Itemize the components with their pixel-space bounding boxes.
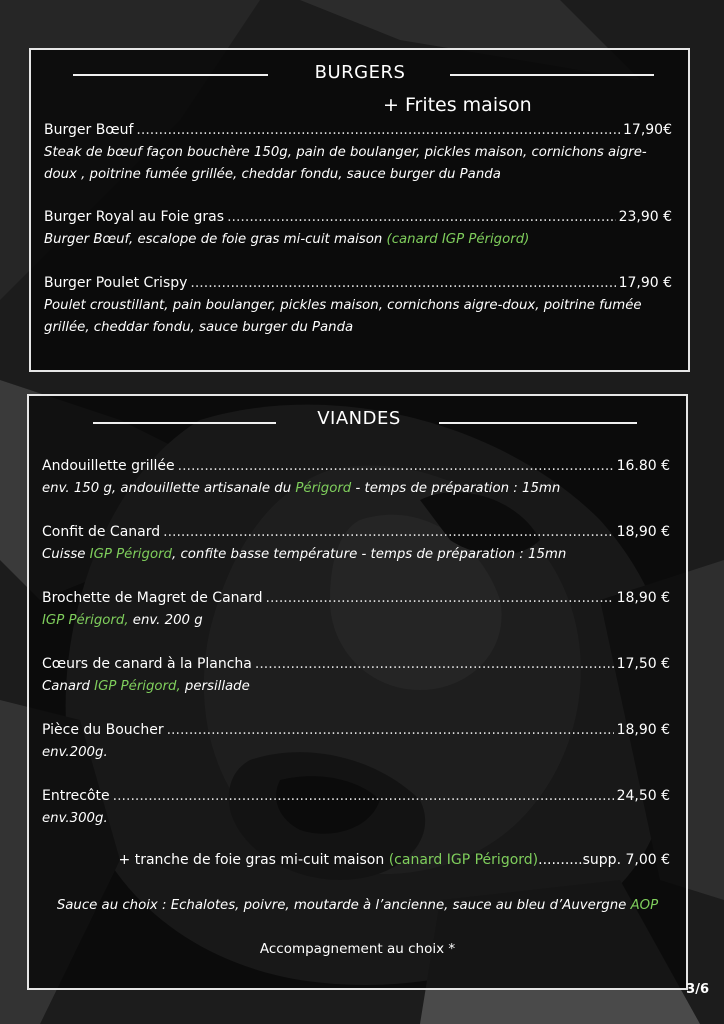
item-name: Confit de Canard <box>42 524 161 540</box>
item-price: 23,90 € <box>618 209 672 225</box>
item-name: Brochette de Magret de Canard <box>42 590 263 606</box>
item-price: 18,90 € <box>616 590 670 606</box>
menu-item <box>42 522 670 566</box>
menu-item <box>42 588 670 632</box>
menu-item <box>42 654 670 698</box>
title-rule-left <box>73 74 268 76</box>
menu-item <box>44 120 672 186</box>
burgers-subtitle: + Frites maison <box>383 94 532 116</box>
item-description: Cuisse IGP Périgord, confite basse température - temps de préparation : 15mn <box>42 547 567 562</box>
menu-item <box>44 273 672 339</box>
item-price: 24,50 € <box>616 788 670 804</box>
dot-leader <box>227 207 616 227</box>
item-name: Pièce du Boucher <box>42 722 164 738</box>
item-description: env.300g. <box>42 811 108 826</box>
item-price: 17,90€ <box>623 122 672 138</box>
menu-item <box>42 786 670 830</box>
page-number: 3/6 <box>686 982 709 997</box>
burgers-section <box>29 48 690 372</box>
dot-leader <box>266 588 614 608</box>
menu-item <box>42 456 670 500</box>
item-price: 18,90 € <box>616 722 670 738</box>
title-rule-right <box>439 422 637 424</box>
item-name: Andouillette grillée <box>42 458 175 474</box>
item-price: 17,90 € <box>618 275 672 291</box>
title-rule-right <box>450 74 654 76</box>
burgers-title: BURGERS <box>314 62 406 83</box>
item-name: Cœurs de canard à la Plancha <box>42 656 252 672</box>
dot-leader <box>136 120 620 140</box>
item-price: 18,90 € <box>616 524 670 540</box>
item-description: Canard IGP Périgord, persillade <box>42 679 250 694</box>
dot-leader <box>178 456 614 476</box>
dot-leader <box>190 273 615 293</box>
menu-item <box>42 720 670 764</box>
item-description: Poulet croustillant, pain boulanger, pickles maison, cornichons aigre-doux, poitrine fumée grillée, cheddar fondu, sauce burger du Panda <box>44 298 642 335</box>
dot-leader <box>113 786 614 806</box>
item-description: env.200g. <box>42 745 108 760</box>
dot-leader <box>167 720 614 740</box>
dot-leader <box>255 654 614 674</box>
menu-item <box>44 207 672 251</box>
item-description: env. 150 g, andouillette artisanale du Périgord - temps de préparation : 15mn <box>42 481 561 496</box>
item-description: IGP Périgord, env. 200 g <box>42 613 203 628</box>
item-name: Burger Poulet Crispy <box>44 275 188 291</box>
item-price: 16.80 € <box>616 458 670 474</box>
viandes-section <box>27 394 688 990</box>
item-name: Entrecôte <box>42 788 110 804</box>
item-description: Burger Bœuf, escalope de foie gras mi-cuit maison (canard IGP Périgord) <box>44 232 530 247</box>
sauce-choice: Sauce au choix : Echalotes, poivre, moutarde à l’ancienne, sauce au bleu d’Auvergne AOP <box>56 898 659 913</box>
dot-leader <box>163 522 613 542</box>
item-description: Steak de bœuf façon bouchère 150g, pain de boulanger, pickles maison, cornichons aigre-doux , poitrine fumée grillée, cheddar fondu, sauce burger du Panda <box>44 145 647 182</box>
foie-gras-supplement: + tranche de foie gras mi-cuit maison (canard IGP Périgord)..........supp. 7,00 € <box>118 852 670 868</box>
item-name: Burger Royal au Foie gras <box>44 209 225 225</box>
viandes-title: VIANDES <box>317 408 401 429</box>
title-rule-left <box>93 422 276 424</box>
item-name: Burger Bœuf <box>44 122 134 138</box>
item-price: 17,50 € <box>616 656 670 672</box>
side-dish-note: Accompagnement au choix * <box>259 941 456 957</box>
